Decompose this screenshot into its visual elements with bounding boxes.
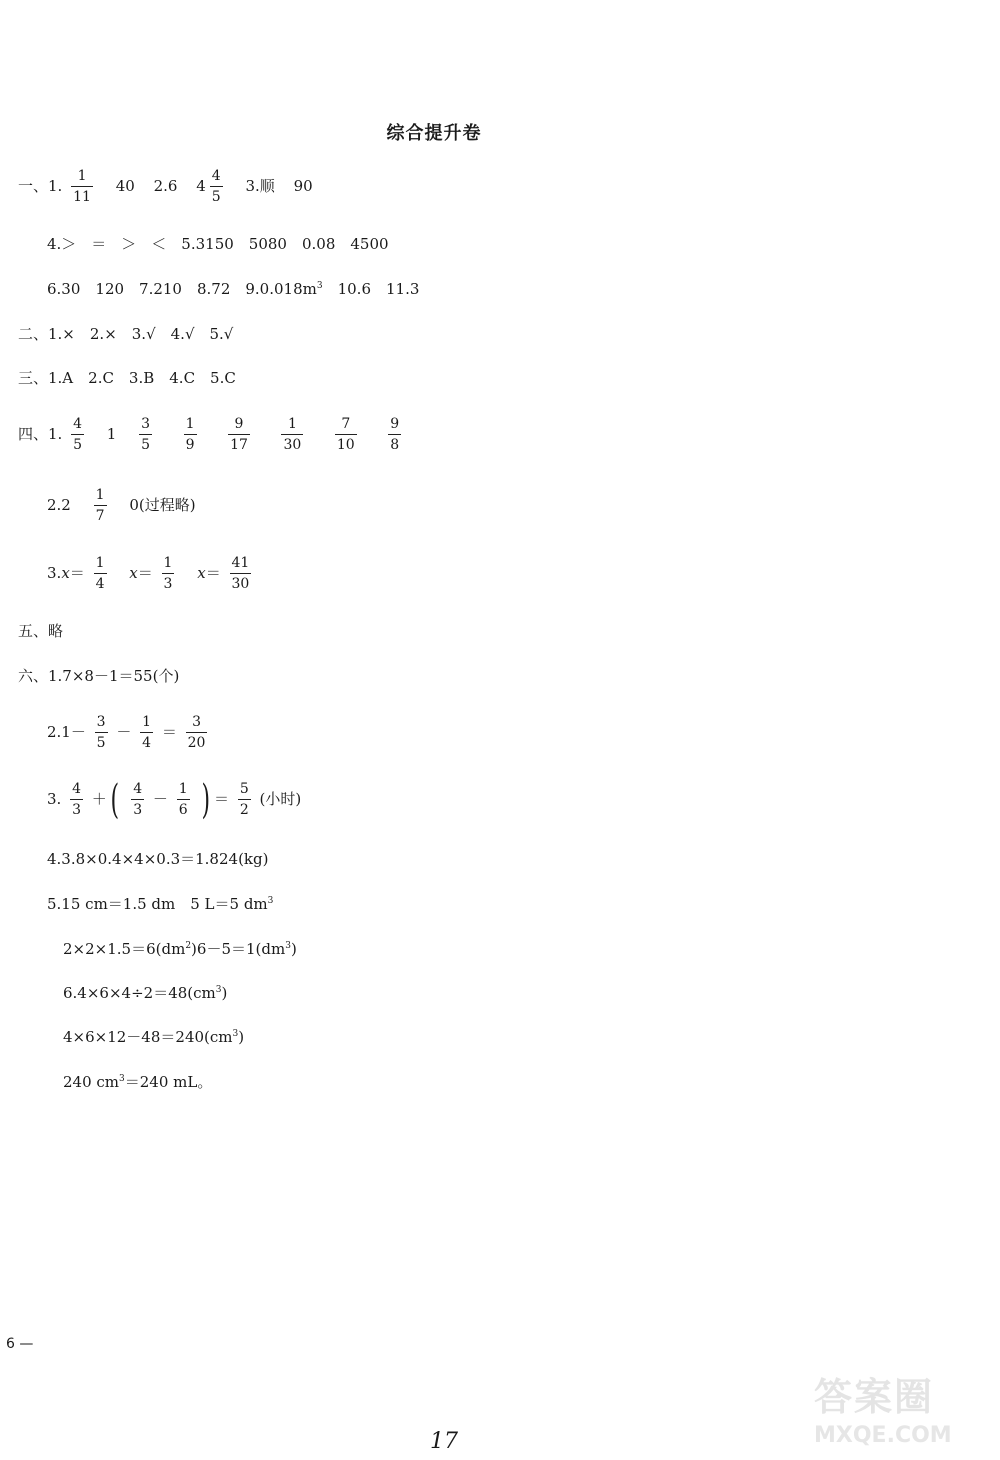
superscript: 3	[316, 281, 323, 291]
watermark	[814, 1366, 994, 1450]
numerator: 1	[94, 555, 107, 574]
denominator: 5	[96, 734, 106, 751]
sec4-label: 四、1.	[18, 424, 63, 443]
fraction	[238, 781, 251, 819]
sec6-line1: 六、1.7×8－1＝55(个)	[18, 667, 180, 685]
numerator: 4	[210, 168, 223, 187]
answer-value: 90	[293, 176, 313, 195]
denominator: 2	[239, 802, 249, 818]
sec6-line5	[47, 897, 273, 912]
denominator: 7	[95, 507, 105, 524]
expression-text: 4×6×12－48＝240(cm	[63, 1028, 233, 1046]
numerator: 1	[281, 416, 303, 435]
fraction	[162, 555, 175, 593]
variable: x	[129, 563, 138, 582]
expression-text: ＝240 mL。	[124, 1073, 213, 1091]
numerator: 4	[71, 416, 84, 435]
expression-text: 2.1－	[47, 722, 86, 741]
superscript: 3	[119, 1074, 125, 1084]
variable: x	[197, 563, 206, 582]
numerator: 4	[70, 781, 83, 800]
sec6-line7	[63, 986, 227, 1001]
numerator: 9	[388, 416, 401, 435]
sec6-line4: 4.3.8×0.4×4×0.3＝1.824(kg)	[47, 850, 269, 868]
fraction	[71, 416, 84, 454]
answer-value: 2.6	[153, 176, 178, 195]
numerator: 1	[184, 416, 197, 435]
equals: ＝	[69, 563, 85, 582]
expression-text: )	[238, 1028, 245, 1046]
fraction	[281, 416, 303, 454]
numerator: 3	[95, 714, 108, 733]
numerator: 3	[186, 714, 208, 733]
denominator: 3	[72, 802, 82, 818]
denominator: 4	[95, 575, 105, 592]
left-paren: (	[110, 777, 119, 823]
fraction	[230, 555, 252, 593]
denominator: 20	[187, 734, 206, 751]
sec4-line2	[47, 487, 196, 525]
denominator: 17	[230, 436, 248, 453]
sec1-label: 一、	[18, 176, 49, 195]
expression-text: )6－5＝1(dm	[191, 940, 286, 958]
answer-value: 3.顺	[245, 176, 275, 195]
denominator: 30	[283, 436, 302, 453]
expression-text: 240 cm	[63, 1073, 120, 1091]
fraction	[210, 168, 223, 206]
superscript: 3	[232, 1029, 239, 1039]
denominator: 10	[336, 436, 355, 453]
answer-value: 1	[106, 424, 117, 443]
superscript: 2	[185, 941, 192, 951]
numerator: 9	[228, 416, 250, 435]
superscript: 3	[285, 941, 291, 951]
denominator: 3	[163, 575, 173, 592]
denominator: 6	[178, 802, 188, 818]
fraction	[186, 714, 208, 752]
denominator: 9	[185, 436, 195, 453]
denominator: 11	[73, 188, 91, 205]
watermark-logo-text: 答案圈	[814, 1375, 935, 1419]
denominator: 4	[142, 734, 152, 751]
numerator: 1	[177, 781, 190, 800]
sec4-line1	[18, 416, 405, 454]
fraction	[95, 714, 108, 752]
watermark-url: MXQE.COM	[814, 1423, 952, 1448]
unit-text: (小时)	[259, 790, 302, 808]
expression-text: )	[221, 984, 228, 1002]
mixed-whole: 4	[196, 176, 206, 195]
sec6-line9	[63, 1075, 212, 1090]
denominator: 3	[133, 802, 143, 818]
fraction	[388, 416, 401, 454]
fraction	[71, 168, 93, 206]
operator: －	[152, 790, 168, 808]
sec4-line3	[47, 555, 255, 593]
superscript: 3	[267, 896, 274, 906]
numerator: 1	[162, 555, 175, 574]
denominator: 30	[231, 575, 250, 592]
item-number: 1.	[48, 176, 63, 195]
expression-text: )	[290, 940, 297, 958]
equals: ＝	[137, 563, 153, 582]
answer-text: 6.30 120 7.210 8.72 9.0.018m	[47, 280, 317, 298]
superscript: 3	[215, 985, 222, 995]
expression-text: 5.15 cm＝1.5 dm 5 L＝5 dm	[47, 895, 268, 913]
fraction	[70, 781, 83, 819]
variable: x	[61, 563, 70, 582]
sec6-line2	[47, 714, 211, 752]
equals: ＝	[161, 722, 177, 741]
equals: ＝	[214, 790, 230, 808]
fraction	[228, 416, 250, 454]
sec5-line: 五、略	[18, 622, 64, 640]
fraction	[94, 555, 107, 593]
answer-text: 10.6 11.3	[322, 280, 420, 298]
sec6-line8	[63, 1030, 244, 1045]
sec1-line3	[47, 282, 419, 297]
numerator: 41	[230, 555, 252, 574]
fraction	[131, 781, 144, 819]
sec2-line: 二、1.× 2.× 3.√ 4.√ 5.√	[18, 325, 234, 343]
numerator: 5	[238, 781, 251, 800]
denominator: 5	[73, 436, 83, 453]
page-title: 综合提升卷	[386, 123, 482, 144]
sec6-line3	[47, 777, 302, 823]
fraction	[177, 781, 190, 819]
denominator: 5	[211, 188, 221, 205]
sec3-line: 三、1.A 2.C 3.B 4.C 5.C	[18, 369, 236, 387]
sec1-line1	[18, 168, 313, 206]
answer-text: 0(过程略)	[129, 495, 196, 514]
equals: ＝	[205, 563, 221, 582]
operator: ＋	[91, 790, 107, 808]
expression-text: 6.4×6×4÷2＝48(cm	[63, 984, 216, 1002]
answer-value: 2.2	[47, 495, 71, 514]
fraction	[139, 416, 152, 454]
numerator: 7	[335, 416, 357, 435]
expression-text: 2×2×1.5＝6(dm	[63, 940, 186, 958]
item-number: 3.	[47, 563, 62, 582]
fraction	[335, 416, 357, 454]
right-paren: )	[201, 777, 211, 823]
sec6-line6	[63, 942, 297, 957]
operator: －	[116, 722, 132, 741]
numerator: 1	[94, 487, 107, 506]
numerator: 4	[131, 781, 144, 800]
fraction	[184, 416, 197, 454]
numerator: 1	[140, 714, 153, 733]
numerator: 3	[139, 416, 152, 435]
fraction	[94, 487, 107, 525]
item-number: 3.	[47, 790, 62, 808]
answer-value: 40	[115, 176, 135, 195]
fraction	[140, 714, 153, 752]
denominator: 8	[390, 436, 400, 453]
numerator: 1	[71, 168, 93, 187]
handwritten-number: 17	[430, 1429, 458, 1454]
page-number: 6 —	[6, 1336, 34, 1352]
denominator: 5	[141, 436, 151, 453]
sec1-line2: 4.＞ ＝ ＞ ＜ 5.3150 5080 0.08 4500	[47, 235, 389, 253]
